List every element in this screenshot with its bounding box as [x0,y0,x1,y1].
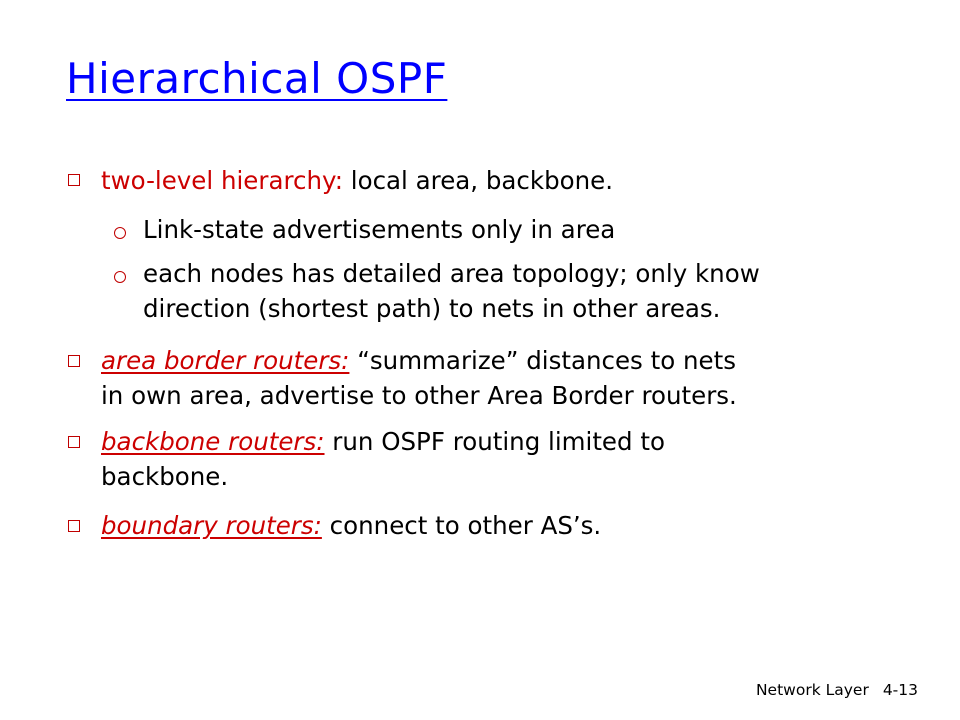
bullet-label: backbone routers: [101,427,325,456]
bullet-two-level-hierarchy [101,163,613,198]
sub-bullet-line: direction (shortest path) to nets in other areas. [143,294,721,323]
bullet-boundary-routers [101,508,601,543]
bullet-text: connect to other AS’s. [321,511,602,540]
slide-title: Hierarchical OSPF [66,54,448,103]
sub-bullet-link-state: Link-state advertisements only in area [143,215,616,244]
bullet-label: two-level hierarchy: [101,166,343,195]
square-bullet-icon [68,174,80,186]
bullet-text-line2: backbone. [101,462,229,491]
bullet-label: area border routers: [101,346,350,375]
footer-page-number: 4-13 [882,681,918,699]
bullet-area-border-routers [101,343,737,413]
square-bullet-icon [68,520,80,532]
bullet-text: local area, backbone. [342,166,614,195]
footer-section: Network Layer [755,681,869,699]
bullet-backbone-routers [101,424,665,494]
circle-bullet-icon [114,271,126,283]
square-bullet-icon [68,436,80,448]
bullet-text: “summarize” distances to nets [349,346,736,375]
sub-bullet-line: each nodes has detailed area topology; only know [143,259,760,288]
slide-footer [756,681,918,699]
bullet-text: run OSPF routing limited to [324,427,665,456]
circle-bullet-icon [114,227,126,239]
bullet-label: boundary routers: [101,511,322,540]
bullet-text-line2: in own area, advertise to other Area Border routers. [101,381,737,410]
sub-bullet-area-topology [143,256,760,326]
square-bullet-icon [68,355,80,367]
